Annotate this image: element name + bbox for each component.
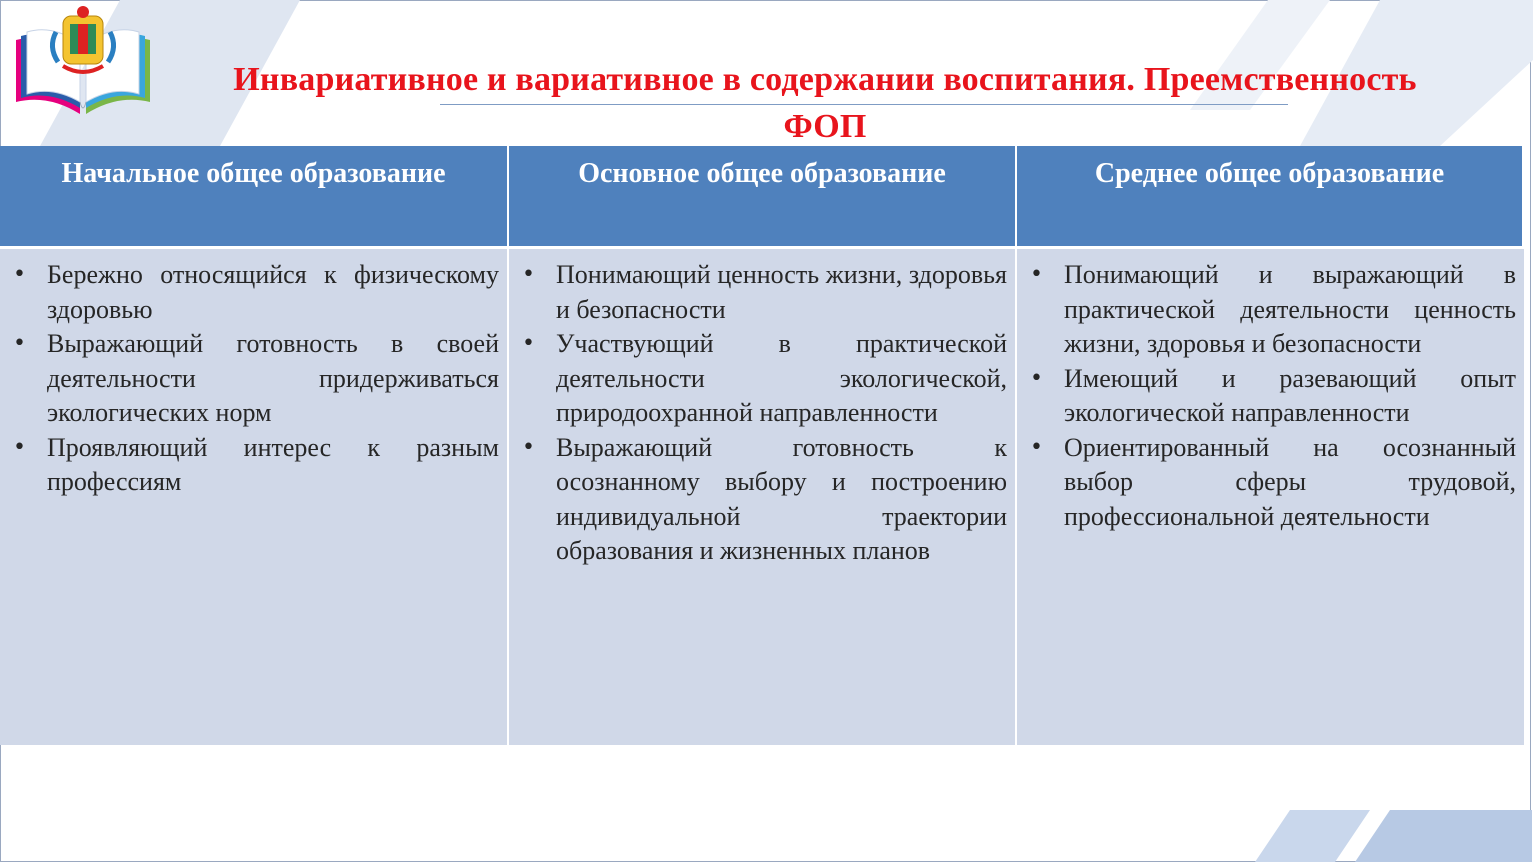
list-item: • Выражающий готовность к осознанному выбору и построению индивидуальной траектории образования и жизненных планов	[519, 431, 1007, 569]
decorative-stripes-bottom	[1240, 810, 1532, 862]
column-cell-primary	[0, 249, 509, 745]
slide-title-line-2: ФОП	[783, 108, 867, 145]
column-header-primary: Начальное общее образование	[0, 146, 509, 249]
bullet-list	[10, 258, 499, 500]
list-item: • Выражающий готовность в своей деятельности придерживаться экологических норм	[10, 327, 499, 431]
list-item: • Участвующий в практической деятельности экологической, природоохранной направленности	[519, 327, 1007, 431]
column-cell-secondary	[1017, 249, 1524, 745]
title-underline	[440, 104, 1288, 105]
list-item: • Проявляющий интерес к разным профессиям	[10, 431, 499, 500]
column-cell-basic	[509, 249, 1017, 745]
comparison-table	[0, 146, 1524, 745]
list-item: • Бережно относящийся к физическому здоровью	[10, 258, 499, 327]
slide-title-line-1: Инвариативное и вариативное в содержании воспитания. Преемственность	[233, 61, 1417, 98]
list-item: • Понимающий и выражающий в практической деятельности ценность жизни, здоровья и безопасности	[1027, 258, 1516, 362]
kuban-coat-of-arms-book-logo-icon	[8, 2, 158, 137]
list-item: • Понимающий ценность жизни, здоровья и безопасности	[519, 258, 1007, 327]
column-header-secondary: Среднее общее образование	[1017, 146, 1524, 249]
column-header-basic: Основное общее образование	[509, 146, 1017, 249]
list-item: • Имеющий и разевающий опыт экологической направленности	[1027, 362, 1516, 431]
list-item: • Ориентированный на осознанный выбор сферы трудовой, профессиональной деятельности	[1027, 431, 1516, 535]
slide-title	[160, 56, 1490, 150]
bullet-list	[519, 258, 1007, 569]
bullet-list	[1027, 258, 1516, 534]
